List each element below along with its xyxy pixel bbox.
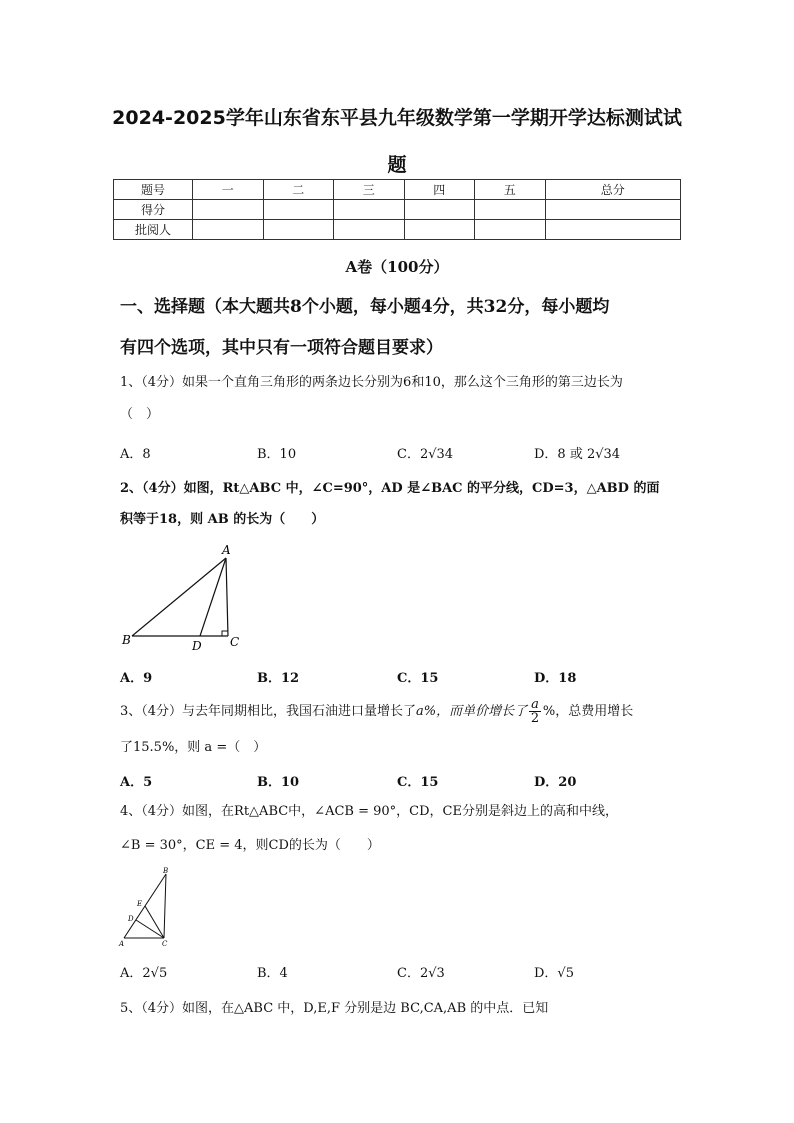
header-cell: 一 [193,180,264,200]
label-a: A [119,940,125,948]
option-b[interactable]: B．10 [257,447,297,462]
question-3-part3: %，总费用增长 [542,704,634,719]
header-cell: 四 [404,180,475,200]
option-a[interactable]: A．5 [120,775,153,790]
option-b[interactable]: B．4 [257,966,288,981]
grader-cell[interactable] [263,220,334,240]
vertex-label-a: A [222,543,231,557]
option-c[interactable]: C．15 [397,775,439,790]
option-a[interactable]: A．2√5 [120,966,168,981]
bisector-ad [200,558,226,636]
score-cell[interactable] [334,200,405,220]
option-b[interactable]: B．12 [257,671,300,686]
header-cell: 三 [334,180,405,200]
row-label: 得分 [114,200,193,220]
header-cell: 总分 [545,180,681,200]
score-cell[interactable] [404,200,475,220]
right-angle-mark [222,631,228,636]
row-label: 批阅人 [114,220,193,240]
point-label-d: D [192,639,202,653]
label-b: B [163,867,169,875]
fraction-denominator: 2 [530,711,540,726]
grader-cell[interactable] [404,220,475,240]
question-3-part2: a%，而单价增长了 [416,704,528,719]
question-2-text-continued: 积等于18，则 AB 的长为（ ） [120,512,325,527]
question-4-text: 4、（4分）如图，在Rt△ABC中，∠ACB = 90°，CD，CE分别是斜边上的高和中线， [120,804,618,819]
question-2-text: 2、（4分）如图，Rt△ABC 中，∠C=90°，AD 是∠BAC 的平分线，CD=3，△ABD 的面 [120,481,660,496]
question-4-options [120,962,680,984]
fraction-a-over-2 [529,698,541,725]
section-heading: A卷（100分） [345,258,449,276]
label-c: C [162,940,168,948]
question-1-text: 1、（4分）如果一个直角三角形的两条边长分别为6和10，那么这个三角形的第三边长为 [120,375,623,390]
grader-row [114,220,681,240]
score-table-header [114,180,681,200]
question-3-part1: 3、（4分）与去年同期相比，我国石油进口量增长了 [120,704,417,719]
question-3-text-continued: 了15.5%，则 a =（ ） [120,740,267,755]
side-bc [164,874,166,938]
grader-cell[interactable] [475,220,546,240]
header-cell: 二 [263,180,334,200]
option-c[interactable]: C．15 [397,671,439,686]
option-d[interactable]: D．8 或 2√34 [534,447,621,462]
question-3-options [120,771,680,793]
option-b[interactable]: B．10 [257,775,300,790]
score-cell[interactable] [263,200,334,220]
score-cell[interactable] [545,200,681,220]
question-1-blank: （ ） [120,407,160,422]
question-3-text [120,697,680,727]
grader-cell[interactable] [545,220,681,240]
option-c[interactable]: C．2√34 [397,447,454,462]
option-a[interactable]: A．9 [120,671,153,686]
header-cell: 五 [475,180,546,200]
vertex-label-b: B [122,633,131,647]
side-ab [132,558,226,636]
header-cell: 题号 [114,180,193,200]
score-row [114,200,681,220]
exam-title: 2024-2025学年山东省东平县九年级数学第一学期开学达标测试试 [112,107,682,129]
label-d: D [128,915,134,923]
vertex-label-c: C [230,635,240,649]
option-a[interactable]: A．8 [120,447,151,462]
grader-cell[interactable] [193,220,264,240]
option-c[interactable]: C．2√3 [397,966,445,981]
part-heading-continued: 有四个选项，其中只有一项符合题目要求） [120,338,443,358]
triangle-abc-figure-2 [116,866,176,950]
fraction-numerator: a [531,697,539,712]
question-1-options [120,443,680,465]
option-d[interactable]: D．20 [534,775,577,790]
option-d[interactable]: D．18 [534,671,577,686]
exam-title-continued: 题 [387,154,407,176]
score-cell[interactable] [475,200,546,220]
part-heading: 一、选择题（本大题共8个小题，每小题4分，共32分，每小题均 [120,297,610,317]
altitude-cd [136,920,164,938]
question-5-text: 5、（4分）如图，在△ABC 中，D,E,F 分别是边 BC,CA,AB 的中点．已知 [120,1001,549,1016]
triangle-abc-figure [118,540,248,655]
side-ac [226,558,228,636]
question-2-options [120,667,680,689]
question-4-text-continued: ∠B = 30°，CE = 4，则CD的长为（ ） [120,838,380,853]
median-ce [145,906,164,938]
option-d[interactable]: D．√5 [534,966,574,981]
grader-cell[interactable] [334,220,405,240]
score-table [113,179,681,240]
label-e: E [137,900,143,908]
score-cell[interactable] [193,200,264,220]
